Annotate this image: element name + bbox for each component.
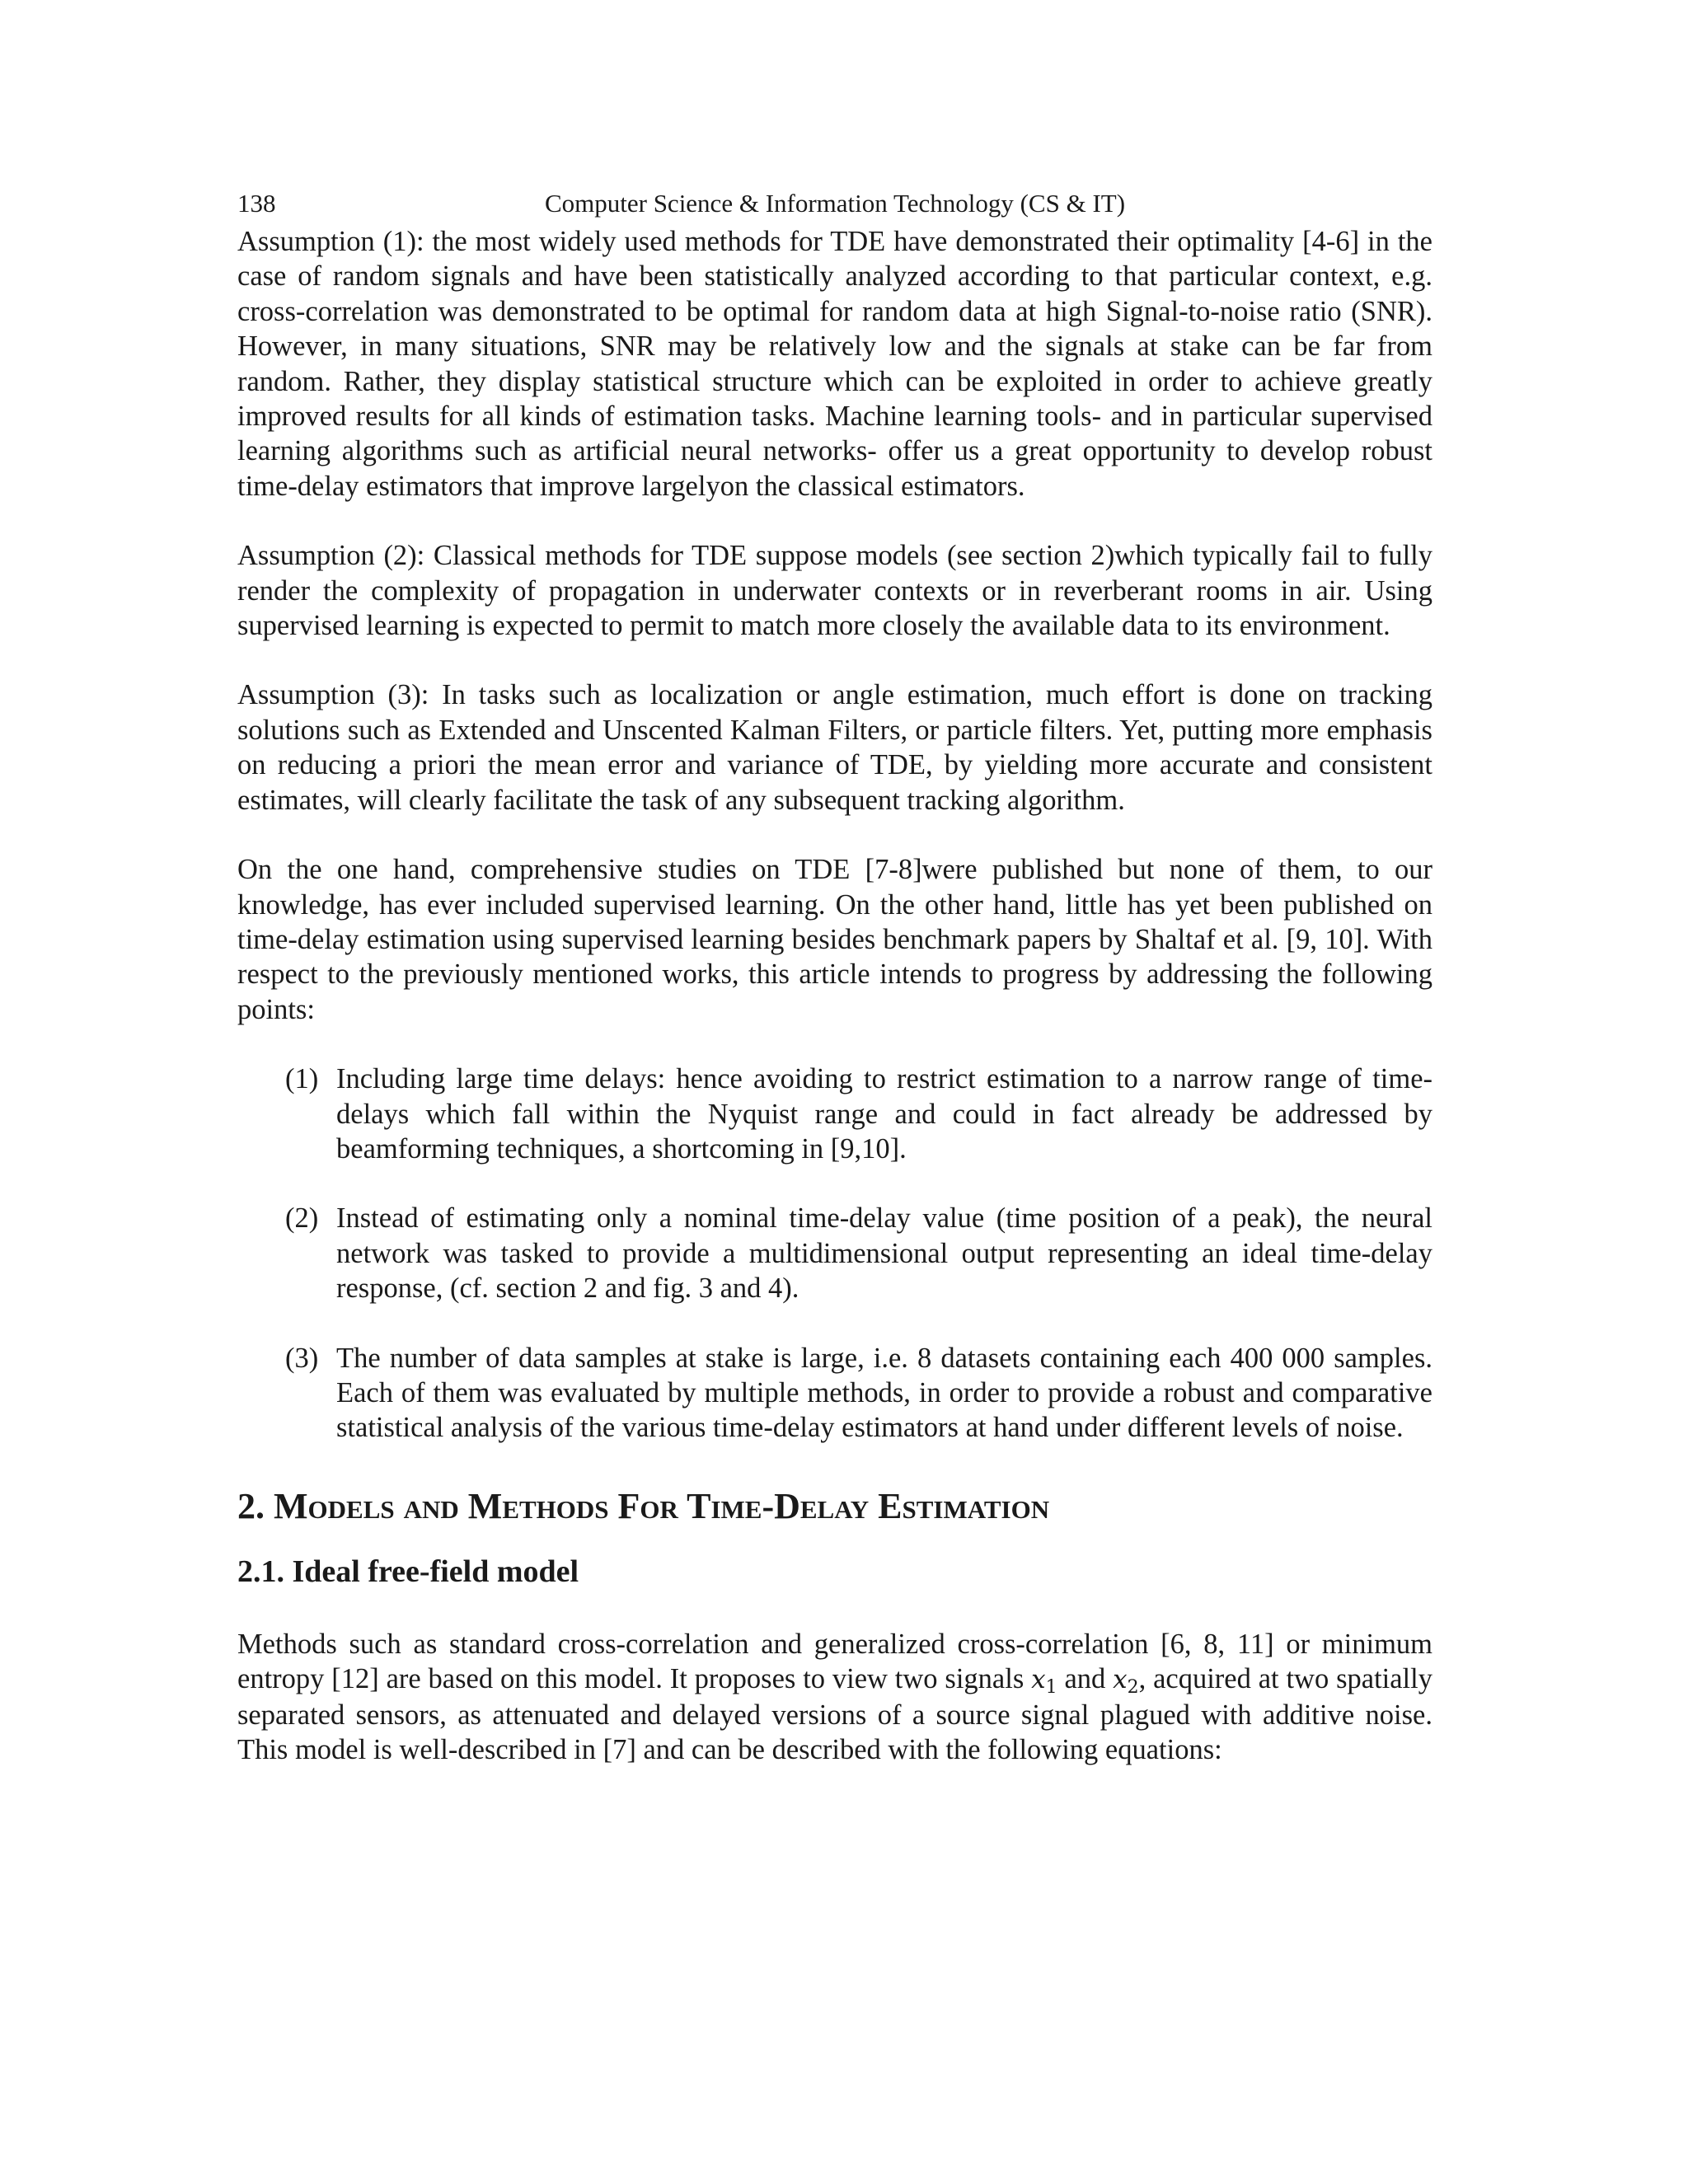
page bbox=[237, 183, 1432, 1767]
journal-title: Computer Science & Information Technology (CS & IT) bbox=[544, 189, 1126, 218]
list-item-text: Instead of estimating only a nominal time-delay value (time position of a peak), the neural network was tasked to provide a multidimensional output representing an ideal time-delay response, (cf. section 2 and fig. 3 and 4). bbox=[336, 1202, 1432, 1305]
math-x1-sub: 1 bbox=[1045, 1677, 1057, 1699]
list-item-text: Including large time delays: hence avoiding to restrict estimation to a narrow range of time-delays which fall within the Nyquist range and could in fact already be addressed by beamforming techniques, a shortcoming in [9,10]. bbox=[336, 1063, 1432, 1165]
math-x2-var: x bbox=[1113, 1665, 1128, 1695]
list-item-number: (1) bbox=[285, 1063, 319, 1095]
paragraph-free-field-model bbox=[237, 1627, 1432, 1768]
section-heading: 2. Models and Methods For Time-Delay Estimation bbox=[237, 1485, 1050, 1526]
list-item bbox=[237, 1201, 1432, 1305]
list-item bbox=[237, 1062, 1432, 1166]
paragraph-assumption-1: Assumption (1): the most widely used methods for TDE have demonstrated their optimality [4-6] in the case of random signals and have been statistically analyzed according to that particular context, e.g. cross-correlation was demonstrated to be optimal for random data at high Signal-to-noise ratio (SNR). However, in many situations, SNR may be relatively low and the signals at stake can be far from random. Rather, they display statistical structure which can be exploited in order to achieve greatly improved results for all kinds of estimation tasks. Machine learning tools- and in particular supervised learning algorithms such as artificial neural networks- offer us a great opportunity to develop robust time-delay estimators that improve largelyon the classical estimators. bbox=[237, 226, 1432, 502]
paragraph-assumption-3: Assumption (3): In tasks such as localization or angle estimation, much effort is done on tracking solutions such as Extended and Unscented Kalman Filters, or particle filters. Yet, putting more emphasis on reducing a priori the mean error and variance of TDE, by yielding more accurate and consistent estimates, will clearly facilitate the task of any subsequent tracking algorithm. bbox=[237, 679, 1432, 816]
math-x2 bbox=[1113, 1665, 1139, 1699]
math-x1 bbox=[1031, 1665, 1057, 1699]
list-item bbox=[237, 1341, 1432, 1446]
math-x1-var: x bbox=[1031, 1665, 1046, 1695]
free-field-text-1: Methods such as standard cross-correlation and generalized cross-correlation [6, 8, 11] or minimum entropy [12] are based on this model. It proposes to view two signals bbox=[237, 1628, 1432, 1695]
list-item-text: The number of data samples at stake is large, i.e. 8 datasets containing each 400 000 samples. Each of them was evaluated by multiple methods, in order to provide a robust and comparative statistical analysis of the various time-delay estimators at hand under different levels of noise. bbox=[336, 1342, 1432, 1444]
list-item-number: (3) bbox=[285, 1342, 319, 1374]
page-number: 138 bbox=[237, 189, 276, 218]
free-field-text-3: , acquired at two spatially separated sensors, as attenuated and delayed versions of a source signal plagued with additive noise. This model is well-described in [7] and can be described with the following equations: bbox=[237, 1663, 1432, 1765]
paragraph-contributions-intro: On the one hand, comprehensive studies on TDE [7-8]were published but none of them, to our knowledge, has ever included supervised learning. On the other hand, little has yet been published on time-delay estimation using supervised learning besides benchmark papers by Shaltaf et al. [9, 10]. With respect to the previously mentioned works, this article intends to progress by addressing the following points: bbox=[237, 854, 1432, 1025]
running-head bbox=[237, 183, 1432, 224]
paragraph-assumption-2: Assumption (2): Classical methods for TDE suppose models (see section 2)which typically fail to fully render the complexity of propagation in underwater contexts or in reverberant rooms in air. Using supervised learning is expected to permit to match more closely the available data to its environment. bbox=[237, 540, 1432, 642]
list-item-number: (2) bbox=[285, 1202, 319, 1235]
subsection-heading: 2.1. Ideal free-field model bbox=[237, 1554, 579, 1589]
math-x2-sub: 2 bbox=[1127, 1677, 1139, 1699]
contribution-list bbox=[237, 1062, 1432, 1446]
free-field-text-2: and bbox=[1057, 1663, 1114, 1695]
